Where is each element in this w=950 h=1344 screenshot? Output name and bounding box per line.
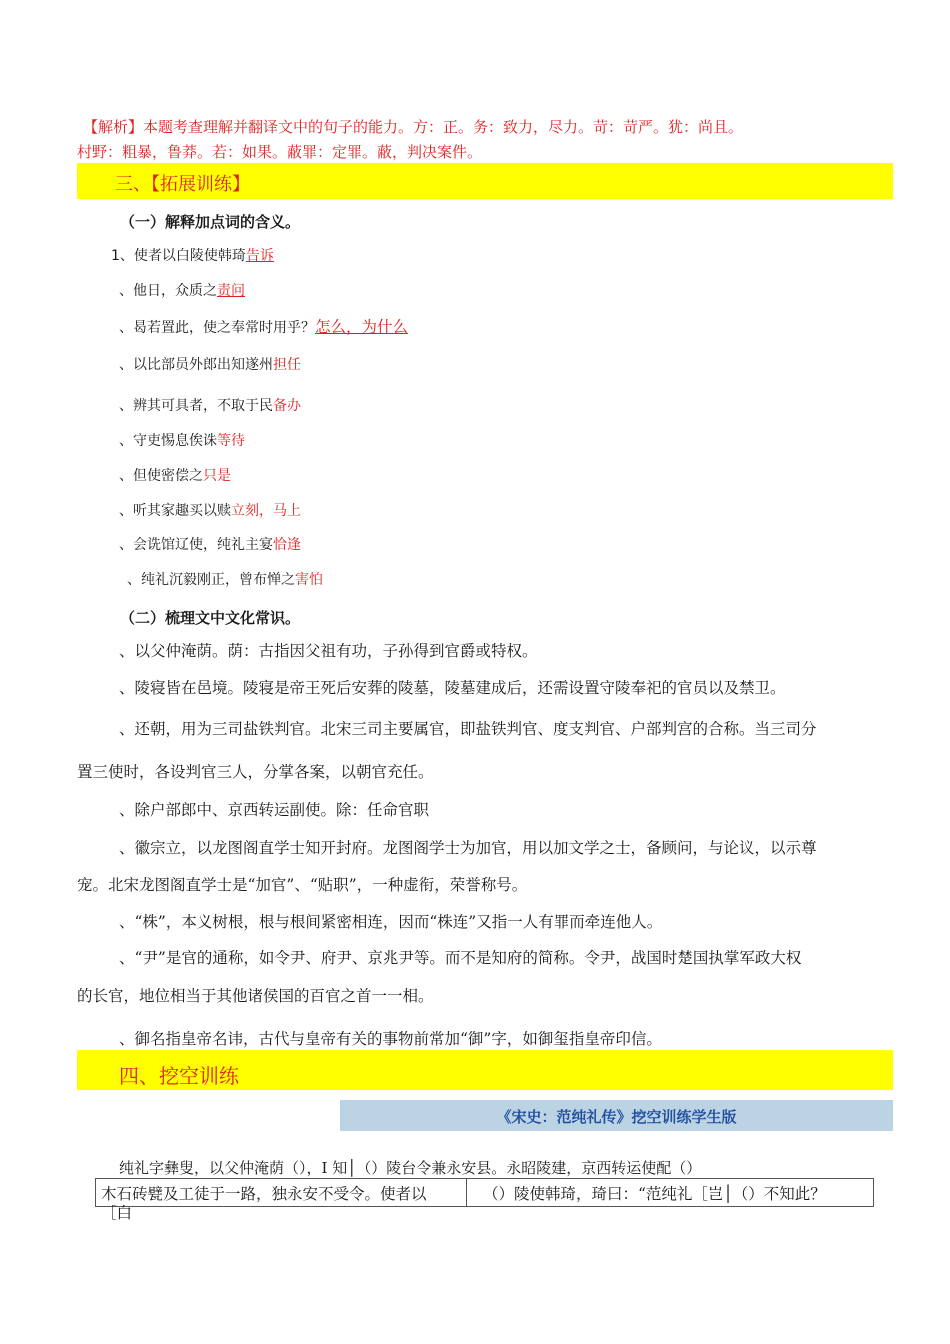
vocab-answer: 等待 <box>217 433 245 449</box>
vocab-item <box>119 354 301 374</box>
vocab-question: 、以比部员外郎出知遂州 <box>119 357 273 373</box>
vocab-question: 、但使密偿之 <box>119 468 203 484</box>
exercise-banner-title: 《宋史：范纯礼传》挖空训练学生版 <box>496 1108 737 1126</box>
vocab-question: 、他日，众质之 <box>119 283 217 299</box>
exercise-cell-left: 木石砖甓及工徒于一路，独永安不受令。使者以 <box>101 1185 427 1203</box>
culture-note: 、以父仲淹荫。荫：古指因父祖有功，子孙得到官爵或特权。 <box>119 642 538 660</box>
culture-note: 、还朝，用为三司盐铁判官。北宋三司主要属官，即盐铁判官、度支判官、户部判宫的合称。当三司分 <box>119 720 817 738</box>
vocab-answer: 责问 <box>217 283 245 299</box>
part-2-heading: （二）梳理文中文化常识。 <box>120 609 301 627</box>
table-divider <box>466 1179 467 1206</box>
culture-note-cont: 宠。北宋龙图阁直学士是“加官”、“贴职”，一种虚衔，荣誉称号。 <box>77 876 528 894</box>
vocab-item <box>119 430 245 450</box>
exercise-table <box>95 1178 874 1222</box>
vocab-answer: 告诉 <box>245 248 274 264</box>
vocab-question: 、纯礼沉毅刚正，曾布惮之 <box>127 572 295 588</box>
vocab-answer: 备办 <box>273 398 301 414</box>
analysis-line-1: 【解析】本题考查理解并翻译文中的句子的能力。方：正。务：致力，尽力。苛：苛严。犹：尚且。 <box>83 118 744 136</box>
exercise-cell-right: （）陵使韩琦，琦曰：“范纯礼［岂│（）不知此？ <box>483 1185 826 1203</box>
vocab-item <box>119 280 245 300</box>
vocab-question: 、会诜馆辽使，纯礼主宴 <box>119 537 273 553</box>
analysis-line-2: 村野：粗暴，鲁莽。若：如果。蔽罪：定罪。蔽，判决案件。 <box>77 143 483 161</box>
vocab-answer: 立刻，马上 <box>231 503 301 519</box>
vocab-question: 1、使者以白陵使韩琦 <box>111 248 246 264</box>
culture-note-cont: 的长官，地位相当于其他诸侯国的百官之首一一相。 <box>77 987 434 1005</box>
vocab-question: 、曷若置此，使之奉常时用乎？ <box>119 320 315 336</box>
culture-note: 、“尹”是官的通称，如令尹、府尹、京兆尹等。而不是知府的简称。令尹，战国时楚国执掌军政大权 <box>119 949 802 967</box>
vocab-answer: 只是 <box>203 468 231 484</box>
culture-note: 、除户部郎中、京西转运副使。除：任命官职 <box>119 801 430 819</box>
vocab-item <box>111 245 274 265</box>
vocab-answer: 恰逢 <box>273 537 301 553</box>
vocab-item <box>119 500 301 520</box>
vocab-answer: 害怕 <box>295 572 323 588</box>
part-1-heading: （一）解释加点词的含义。 <box>120 213 301 231</box>
section-4-bar <box>77 1050 893 1090</box>
vocab-question: 、听其家趣买以赎 <box>119 503 231 519</box>
vocab-answer: 怎么，为什么 <box>315 318 409 336</box>
exercise-banner <box>340 1100 893 1131</box>
culture-note: 、御名指皇帝名讳，古代与皇帝有关的事物前常加“御”字，如御玺指皇帝印信。 <box>119 1030 662 1048</box>
section-3-title: 三、【拓展训练】 <box>115 174 250 195</box>
vocab-item <box>119 465 231 485</box>
culture-note: 、徽宗立，以龙图阁直学士知开封府。龙图阁学士为加官，用以加文学之士，备顾问，与论议，以示尊 <box>119 839 817 857</box>
culture-note: 、陵寝皆在邑境。陵寝是帝王死后安葬的陵墓，陵墓建成后，还需设置守陵奉祀的官员以及禁卫。 <box>119 679 786 697</box>
exercise-line-1: 纯礼字彝叟，以父仲淹荫（），I 知│（）陵台令兼永安县。永昭陵建，京西转运使配（） <box>119 1159 702 1177</box>
section-3-bar <box>77 163 893 199</box>
vocab-answer: 担任 <box>273 357 301 373</box>
vocab-item <box>127 569 323 589</box>
vocab-question: 、守吏惕息俟诛 <box>119 433 217 449</box>
vocab-item <box>119 534 301 554</box>
culture-note-cont: 置三使时，各设判官三人，分掌各案，以朝官充任。 <box>77 763 434 781</box>
exercise-cell-left-cont: ［白 <box>101 1204 133 1222</box>
vocab-item <box>119 395 301 415</box>
section-4-title: 四、挖空训练 <box>119 1064 239 1088</box>
vocab-item <box>119 315 408 337</box>
culture-note: 、“株”，本义树根，根与根间紧密相连，因而“株连”又指一人有罪而牵连他人。 <box>119 913 663 931</box>
vocab-question: 、辨其可具者，不取于民 <box>119 398 273 414</box>
